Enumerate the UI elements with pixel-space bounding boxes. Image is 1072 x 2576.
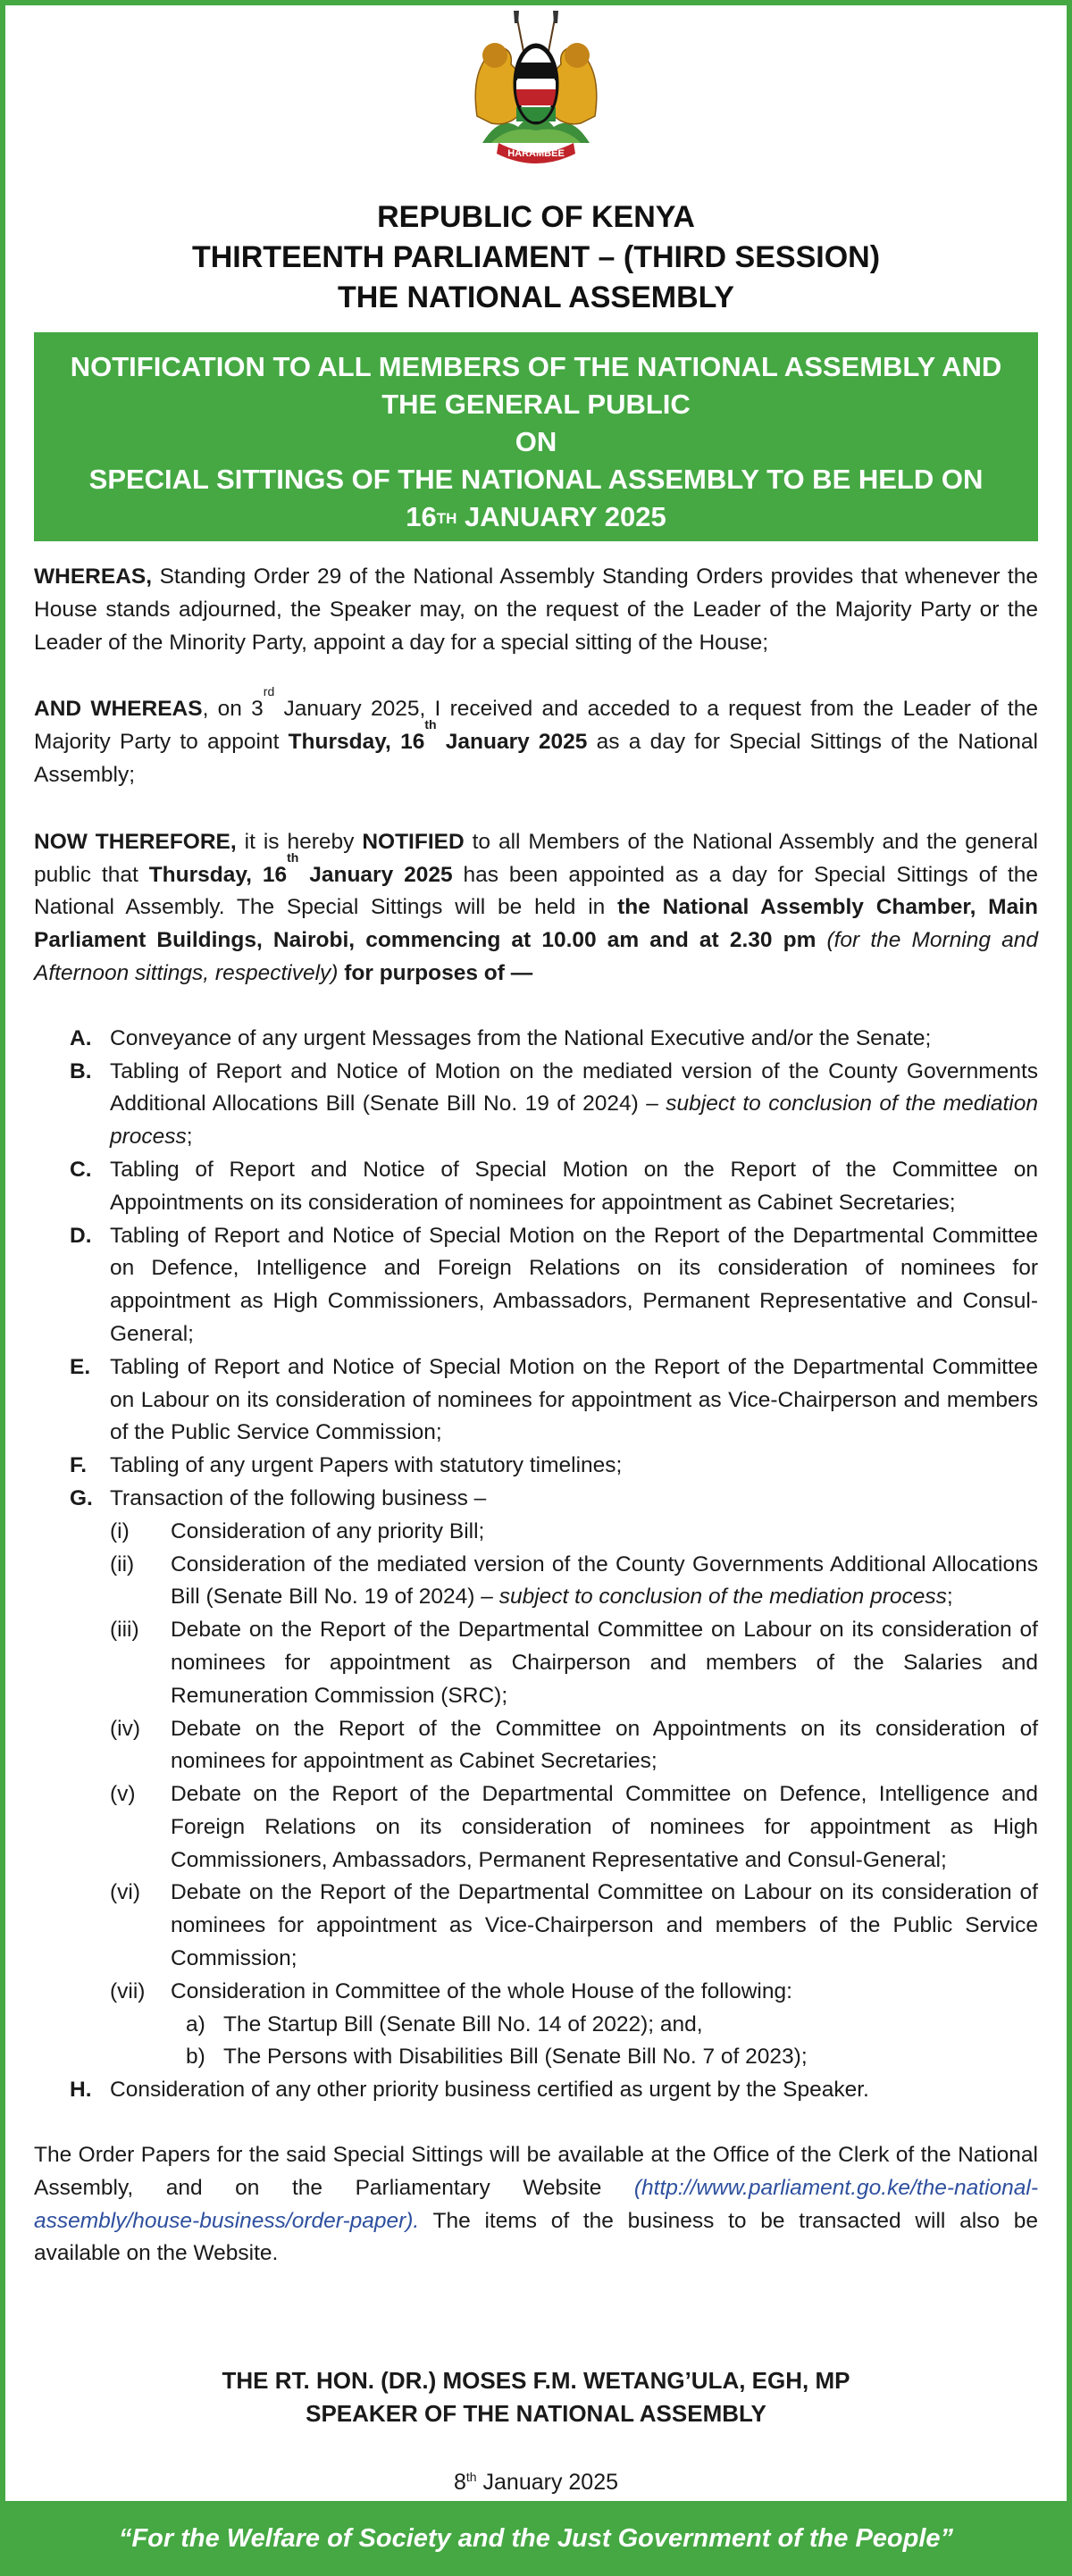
kenya-coat-of-arms-icon: [465, 9, 607, 164]
list-item: H. Consideration of any other priority business certified as urgent by the Speaker.: [70, 2078, 869, 2103]
document-heading: [34, 197, 1038, 318]
footer-motto: “For the Welfare of Society and the Just Government of the People”: [118, 2523, 954, 2553]
sub-list-item: (vii) Consideration in Committee of the whole House of the following:: [110, 1978, 792, 2003]
order-paper-link[interactable]: (http://www.parliament.go.ke/the-national-assembly/house-business/order-paper).: [34, 2175, 1038, 2233]
heading-country: REPUBLIC OF KENYA: [377, 200, 695, 234]
notice-date: 8th January 2025: [453, 2470, 619, 2495]
footer-motto-bar: [0, 2501, 1072, 2576]
sub-sub-list-item: b) The Persons with Disabilities Bill (Senate Bill No. 7 of 2023);: [186, 2045, 808, 2070]
whereas-paragraph: WHEREAS, Standing Order 29 of the National Assembly Standing Orders provides that whenever the House stands adjourned, the Speaker may, on the request of the Leader of the Majority Party or the Leader of the Minority Party, appoint a day for a special sitting of the House;: [34, 565, 1038, 655]
signature-block: [34, 2364, 1038, 2430]
list-item: C. Tabling of Report and Notice of Special Motion on the Report of the Committee on Appointments on its consideration of nominees for appointment as Cabinet Secretaries;: [70, 1157, 1038, 1215]
list-item: D. Tabling of Report and Notice of Special Motion on the Report of the Departmental Committee on Defence, Intelligence and Foreign Relations on its consideration of nominees for appointment as High Commissioners, Ambassadors, Permanent Representative and Consul-General;: [70, 1223, 1038, 1346]
heading-parliament: THIRTEENTH PARLIAMENT – (THIRD SESSION): [191, 240, 881, 274]
sub-list-item: (i) Consideration of any priority Bill;: [110, 1518, 485, 1543]
now-therefore-paragraph: NOW THEREFORE, it is hereby NOTIFIED to all Members of the National Assembly and the general public that Thursday, 16th January 2025 has been appointed as a day for Special Sittings of the National Assembly. The Special Sittings will be held in the National Assembly Chamber, Main Parliament Buildings, Nairobi, commencing at 10.00 am and at 2.30 pm (for the Morning and Afternoon sittings, respectively) for purposes of —: [34, 829, 1038, 985]
list-item: G. Transaction of the following business –: [70, 1485, 487, 1510]
banner-line-1: NOTIFICATION TO ALL MEMBERS OF THE NATIONAL ASSEMBLY AND: [70, 351, 1002, 382]
crest-motto: HARAMBEE: [507, 148, 565, 159]
sub-list-item: (vi) Debate on the Report of the Departmental Committee on Labour on its consideration of nominees for appointment as Vice-Chairperson and members of the Public Service Commission;: [110, 1880, 1038, 1971]
notice-body: [34, 561, 1038, 2271]
sub-list-item: (ii) Consideration of the mediated version of the County Governments Additional Allocations Bill (Senate Bill No. 19 of 2024) – subject to conclusion of the mediation process;: [110, 1551, 1038, 1610]
coat-of-arms: [34, 9, 1038, 164]
sub-list-item: (iii) Debate on the Report of the Departmental Committee on Labour on its consideration of nominees for appointment as Chairperson and members of the Salaries and Remuneration Commission (SRC);: [110, 1618, 1038, 1708]
closing-paragraph: The Order Papers for the said Special Sittings will be available at the Office of the Clerk of the National Assembly, and on the Parliamentary Website (http://www.parliament.go.ke/the-national-assembly/house-business/order-paper). The items of the business to be transacted will also be available on the Website.: [34, 2143, 1038, 2266]
sub-list-item: (v) Debate on the Report of the Departmental Committee on Defence, Intelligence and Foreign Relations on its consideration of nominees for appointment as High Commissioners, Ambassadors, Permanent Representative and Consul-General;: [110, 1782, 1038, 1872]
sub-sub-list-item: a) The Startup Bill (Senate Bill No. 14 of 2022); and,: [186, 2011, 703, 2037]
and-whereas-paragraph: AND WHEREAS, on 3rd January 2025, I received and acceded to a request from the Leader of the Majority Party to appoint Thursday, 16th January 2025 as a day for Special Sittings of the National Assembly;: [34, 684, 1038, 787]
heading-assembly: THE NATIONAL ASSEMBLY: [338, 280, 734, 314]
banner-line-5: 16TH JANUARY 2025: [406, 501, 666, 532]
list-item: A. Conveyance of any urgent Messages from the National Executive and/or the Senate;: [70, 1025, 932, 1050]
banner-line-3: ON: [515, 426, 557, 457]
speaker-name: THE RT. HON. (DR.) MOSES F.M. WETANG’ULA, EGH, MP: [222, 2367, 850, 2394]
banner-line-2: THE GENERAL PUBLIC: [381, 389, 691, 420]
list-item: B. Tabling of Report and Notice of Motion on the mediated version of the County Governments Additional Allocations Bill (Senate Bill No. 19 of 2024) – subject to conclusion of the mediation process;: [70, 1058, 1038, 1150]
notification-banner: [34, 332, 1038, 541]
list-item: E. Tabling of Report and Notice of Special Motion on the Report of the Departmental Committee on Labour on its consideration of nominees for appointment as Vice-Chairperson and members of the Public Service Commission;: [70, 1354, 1038, 1445]
list-item: F. Tabling of any urgent Papers with statutory timelines;: [70, 1453, 623, 1478]
purposes-list: [34, 1023, 1038, 2107]
banner-line-4: SPECIAL SITTINGS OF THE NATIONAL ASSEMBLY TO BE HELD ON: [88, 464, 984, 495]
sub-list-item: (iv) Debate on the Report of the Committee on Appointments on its consideration of nominees for appointment as Cabinet Secretaries;: [110, 1716, 1038, 1774]
speaker-title: SPEAKER OF THE NATIONAL ASSEMBLY: [306, 2400, 766, 2427]
